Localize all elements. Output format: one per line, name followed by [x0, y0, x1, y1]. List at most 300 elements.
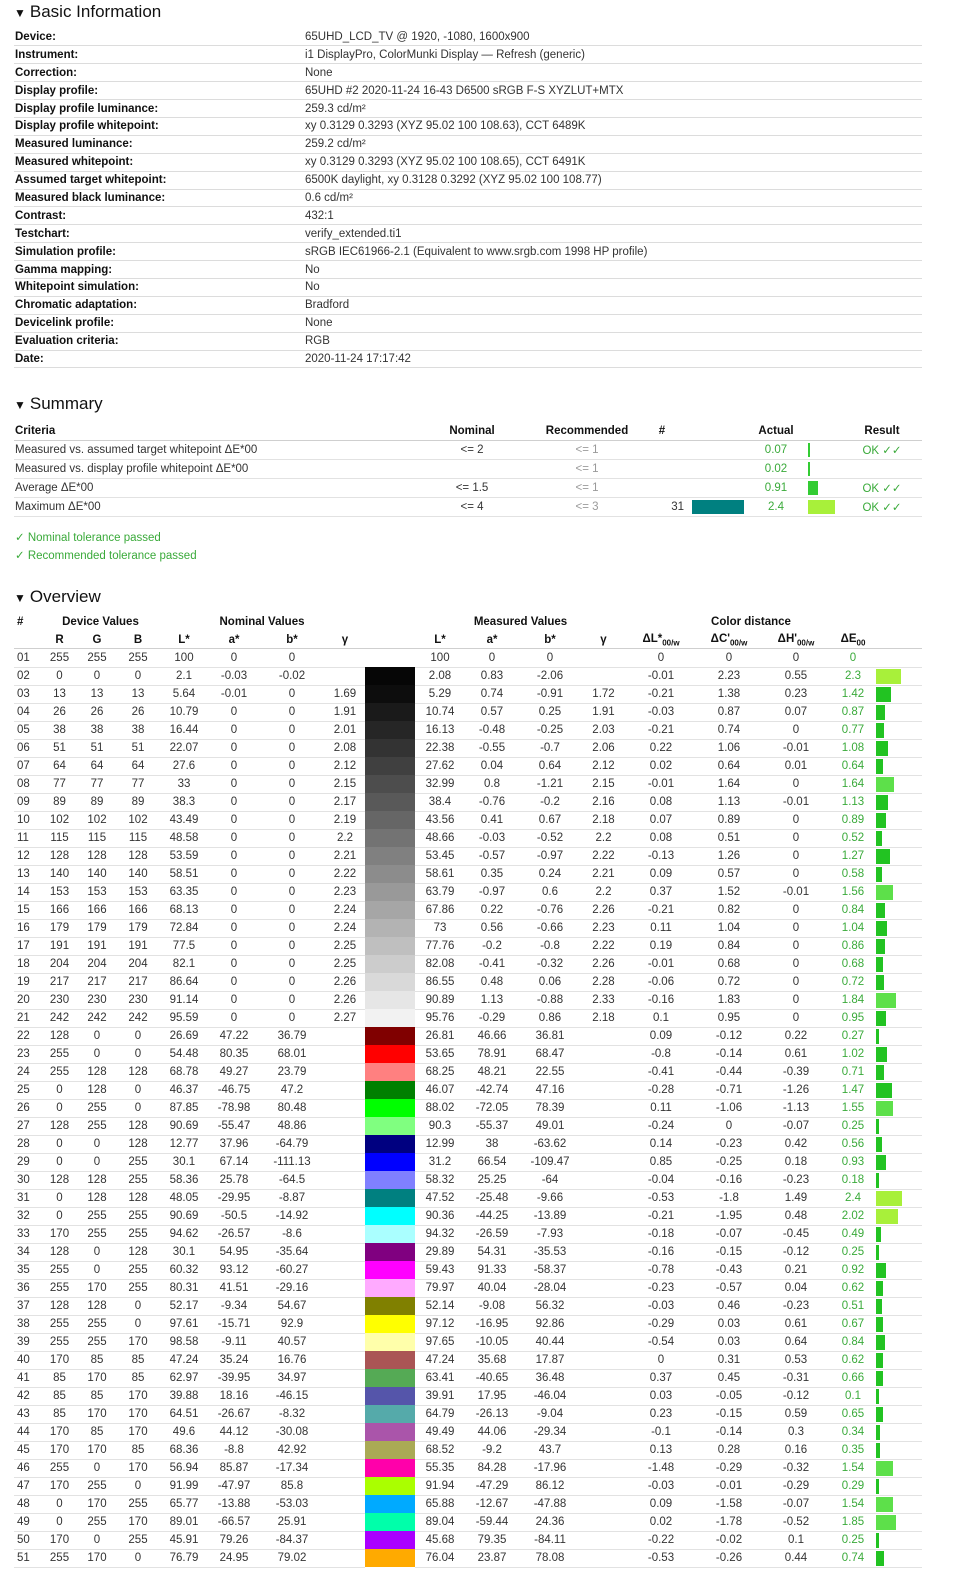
overview-row: [14, 1549, 922, 1567]
delta-e-bar: [876, 1083, 892, 1098]
cell-delta-e: 0.52: [830, 829, 876, 847]
cell-r: 255: [42, 1279, 77, 1297]
cell-nom-l: 48.05: [159, 1189, 209, 1207]
cell-delta-h: 0.01: [762, 757, 830, 775]
color-swatch-cell: [365, 1369, 415, 1387]
delta-e-bar: [876, 921, 887, 936]
cell-r: 0: [42, 1153, 77, 1171]
cell-meas-a: -0.97: [465, 883, 519, 901]
cell-meas-a: 0: [465, 649, 519, 667]
delta-e-bar: [876, 1299, 882, 1314]
cell-meas-l: 27.62: [415, 757, 465, 775]
delta-e-bar-cell: [876, 1513, 922, 1531]
cell-meas-l: 79.97: [415, 1279, 465, 1297]
sub-nom-l: L*: [159, 631, 209, 649]
summary-heading[interactable]: [14, 392, 930, 416]
info-value: 259.2 cd/m²: [304, 135, 922, 153]
cell-nom-a: 0: [209, 811, 259, 829]
summary-actual: 2.4: [744, 497, 808, 516]
cell-r: 191: [42, 937, 77, 955]
cell-nom-b: 0: [259, 703, 325, 721]
info-value: 432:1: [304, 207, 922, 225]
delta-e-bar: [876, 1335, 885, 1350]
cell-meas-l: 31.2: [415, 1153, 465, 1171]
overview-row: [14, 1099, 922, 1117]
cell-delta-e: 1.55: [830, 1099, 876, 1117]
cell-nom-l: 5.64: [159, 685, 209, 703]
delta-e-bar-cell: [876, 991, 922, 1009]
cell-r: 255: [42, 1549, 77, 1567]
delta-e-bar: [876, 777, 894, 792]
info-value: xy 0.3129 0.3293 (XYZ 95.02 100 108.65), CCT 6491K: [304, 153, 922, 171]
cell-delta-l: 0.1: [626, 1009, 696, 1027]
cell-g: 102: [77, 811, 117, 829]
cell-meas-l: 63.79: [415, 883, 465, 901]
cell-r: 38: [42, 721, 77, 739]
cell-delta-e: 1.02: [830, 1045, 876, 1063]
cell-meas-a: 66.54: [465, 1153, 519, 1171]
cell-nom-gamma: 2.26: [325, 973, 365, 991]
overview-row: [14, 1315, 922, 1333]
delta-e-bar-cell: [876, 1531, 922, 1549]
overview-row: [14, 883, 922, 901]
cell-b: 166: [117, 901, 159, 919]
cell-meas-l: 86.55: [415, 973, 465, 991]
color-swatch: [365, 829, 415, 847]
delta-e-bar-cell: [876, 1009, 922, 1027]
cell-b: 255: [117, 1531, 159, 1549]
cell-nom-a: 67.14: [209, 1153, 259, 1171]
cell-nom-l: 68.78: [159, 1063, 209, 1081]
cell-nom-l: 87.85: [159, 1099, 209, 1117]
cell-meas-gamma: 2.2: [581, 883, 626, 901]
cell-delta-c: 0.74: [696, 721, 762, 739]
cell-nom-gamma: 2.22: [325, 865, 365, 883]
color-swatch-cell: [365, 703, 415, 721]
cell-meas-l: 95.76: [415, 1009, 465, 1027]
info-row: [14, 171, 922, 189]
cell-nom-gamma: [325, 1045, 365, 1063]
overview-table: [14, 613, 922, 1568]
delta-e-bar: [876, 1227, 881, 1242]
cell-r: 217: [42, 973, 77, 991]
cell-g: 85: [77, 1351, 117, 1369]
cell-r: 170: [42, 1351, 77, 1369]
cell-idx: 45: [14, 1441, 42, 1459]
collapse-triangle-icon[interactable]: ▼: [14, 590, 26, 605]
cell-delta-l: 0.85: [626, 1153, 696, 1171]
cell-meas-l: 39.91: [415, 1387, 465, 1405]
cell-nom-a: 37.96: [209, 1135, 259, 1153]
delta-e-bar: [876, 1065, 884, 1080]
cell-r: 0: [42, 1495, 77, 1513]
basic-info-table: [14, 28, 922, 368]
cell-nom-a: 0: [209, 649, 259, 667]
cell-meas-a: 0.8: [465, 775, 519, 793]
cell-r: 255: [42, 1045, 77, 1063]
cell-delta-h: 0.44: [762, 1549, 830, 1567]
cell-r: 0: [42, 1189, 77, 1207]
cell-nom-a: 35.24: [209, 1351, 259, 1369]
cell-delta-e: 0.56: [830, 1135, 876, 1153]
cell-delta-c: 1.26: [696, 847, 762, 865]
cell-meas-b: 0.67: [519, 811, 581, 829]
cell-delta-c: 0.51: [696, 829, 762, 847]
cell-meas-l: 47.52: [415, 1189, 465, 1207]
cell-g: 191: [77, 937, 117, 955]
cell-idx: 28: [14, 1135, 42, 1153]
cell-meas-a: -40.65: [465, 1369, 519, 1387]
info-value: No: [304, 261, 922, 279]
delta-e-bar-cell: [876, 1045, 922, 1063]
cell-idx: 49: [14, 1513, 42, 1531]
color-swatch-cell: [365, 1423, 415, 1441]
cell-delta-l: -0.01: [626, 667, 696, 685]
cell-delta-l: 0.09: [626, 1495, 696, 1513]
cell-idx: 16: [14, 919, 42, 937]
delta-e-bar: [876, 687, 891, 702]
cell-meas-b: -0.8: [519, 937, 581, 955]
cell-nom-b: 0: [259, 937, 325, 955]
cell-nom-a: 0: [209, 721, 259, 739]
delta-e-bar-cell: [876, 1261, 922, 1279]
delta-e-bar-cell: [876, 937, 922, 955]
color-swatch: [365, 847, 415, 865]
info-key: Chromatic adaptation:: [14, 296, 304, 314]
cell-nom-l: 63.35: [159, 883, 209, 901]
cell-nom-l: 56.94: [159, 1459, 209, 1477]
cell-delta-l: -0.03: [626, 703, 696, 721]
cell-delta-l: -0.21: [626, 685, 696, 703]
cell-nom-gamma: [325, 1405, 365, 1423]
cell-delta-h: 0: [762, 775, 830, 793]
cell-b: 38: [117, 721, 159, 739]
cell-g: 179: [77, 919, 117, 937]
cell-nom-l: 53.59: [159, 847, 209, 865]
cell-idx: 13: [14, 865, 42, 883]
cell-delta-e: 2.02: [830, 1207, 876, 1225]
cell-r: 128: [42, 1243, 77, 1261]
cell-delta-h: -0.32: [762, 1459, 830, 1477]
cell-b: 13: [117, 685, 159, 703]
cell-b: 128: [117, 1135, 159, 1153]
cell-delta-h: 0: [762, 1009, 830, 1027]
cell-nom-a: -0.03: [209, 667, 259, 685]
cell-delta-c: -0.25: [696, 1153, 762, 1171]
cell-delta-e: 0.65: [830, 1405, 876, 1423]
cell-r: 255: [42, 1459, 77, 1477]
color-swatch-cell: [365, 1063, 415, 1081]
overview-row: [14, 1171, 922, 1189]
color-swatch-cell: [365, 721, 415, 739]
cell-nom-b: 0: [259, 793, 325, 811]
cell-meas-gamma: 2.2: [581, 829, 626, 847]
cell-delta-e: 0.25: [830, 1243, 876, 1261]
color-swatch-cell: [365, 1153, 415, 1171]
cell-r: 0: [42, 1099, 77, 1117]
summary-bar-cell: [808, 440, 842, 459]
cell-nom-l: 27.6: [159, 757, 209, 775]
cell-meas-b: -64: [519, 1171, 581, 1189]
cell-delta-l: 0.37: [626, 883, 696, 901]
nominal-passed-message: ✓ Nominal tolerance passed: [15, 531, 161, 544]
color-swatch: [365, 811, 415, 829]
cell-b: 0: [117, 1477, 159, 1495]
cell-meas-b: 92.86: [519, 1315, 581, 1333]
cell-meas-a: -72.05: [465, 1099, 519, 1117]
cell-nom-a: 0: [209, 865, 259, 883]
cell-nom-l: 68.13: [159, 901, 209, 919]
cell-nom-gamma: [325, 1459, 365, 1477]
cell-r: 128: [42, 1171, 77, 1189]
cell-nom-gamma: [325, 1423, 365, 1441]
cell-nom-b: 0: [259, 991, 325, 1009]
cell-meas-l: 67.86: [415, 901, 465, 919]
cell-nom-a: 0: [209, 847, 259, 865]
cell-b: 51: [117, 739, 159, 757]
cell-delta-l: 0: [626, 1351, 696, 1369]
cell-b: 0: [117, 1549, 159, 1567]
cell-b: 170: [117, 1387, 159, 1405]
cell-idx: 51: [14, 1549, 42, 1567]
cell-r: 51: [42, 739, 77, 757]
cell-delta-e: 0.35: [830, 1441, 876, 1459]
cell-nom-l: 89.01: [159, 1513, 209, 1531]
cell-meas-b: -0.91: [519, 685, 581, 703]
cell-delta-l: 0.13: [626, 1441, 696, 1459]
color-swatch-cell: [365, 667, 415, 685]
delta-e-bar-cell: [876, 883, 922, 901]
cell-meas-l: 94.32: [415, 1225, 465, 1243]
cell-delta-c: -1.95: [696, 1207, 762, 1225]
collapse-triangle-icon[interactable]: ▼: [14, 6, 26, 20]
cell-delta-h: 0: [762, 721, 830, 739]
info-key: Measured whitepoint:: [14, 153, 304, 171]
info-key: Contrast:: [14, 207, 304, 225]
cell-r: 0: [42, 1207, 77, 1225]
summary-result: OK ✓✓: [842, 497, 922, 516]
overview-row: [14, 793, 922, 811]
overview-row: [14, 1063, 922, 1081]
delta-e-bar-cell: [876, 775, 922, 793]
cell-meas-l: 55.35: [415, 1459, 465, 1477]
cell-delta-c: -0.07: [696, 1225, 762, 1243]
cell-delta-e: 0.49: [830, 1225, 876, 1243]
info-key: Simulation profile:: [14, 243, 304, 261]
cell-b: 0: [117, 1045, 159, 1063]
cell-nom-b: 79.02: [259, 1549, 325, 1567]
delta-e-bar: [876, 849, 890, 864]
summary-result: OK ✓✓: [842, 440, 922, 459]
collapse-triangle-icon[interactable]: ▼: [14, 398, 26, 413]
color-swatch-cell: [365, 1261, 415, 1279]
cell-delta-h: -0.29: [762, 1477, 830, 1495]
info-key: Gamma mapping:: [14, 261, 304, 279]
cell-nom-b: 0: [259, 811, 325, 829]
summary-swatch-cell: [692, 478, 744, 497]
cell-meas-l: 10.74: [415, 703, 465, 721]
cell-nom-b: -84.37: [259, 1531, 325, 1549]
cell-nom-a: 0: [209, 973, 259, 991]
cell-idx: 17: [14, 937, 42, 955]
sub-b: B: [117, 631, 159, 649]
cell-r: 166: [42, 901, 77, 919]
cell-delta-h: 0.55: [762, 667, 830, 685]
cell-delta-l: -0.41: [626, 1063, 696, 1081]
cell-delta-h: -0.39: [762, 1063, 830, 1081]
cell-nom-gamma: 2.24: [325, 901, 365, 919]
cell-delta-c: -0.71: [696, 1081, 762, 1099]
summary-recommended: <= 3: [542, 497, 632, 516]
summary-criteria: Maximum ΔE*00: [14, 497, 402, 516]
cell-meas-b: -58.37: [519, 1261, 581, 1279]
color-swatch: [365, 1045, 415, 1063]
overview-row: [14, 1459, 922, 1477]
cell-g: 128: [77, 1063, 117, 1081]
cell-nom-gamma: 1.69: [325, 685, 365, 703]
cell-meas-l: 90.89: [415, 991, 465, 1009]
color-swatch: [365, 1243, 415, 1261]
cell-r: 85: [42, 1405, 77, 1423]
color-swatch-cell: [365, 901, 415, 919]
cell-idx: 09: [14, 793, 42, 811]
cell-nom-b: 85.8: [259, 1477, 325, 1495]
cell-nom-a: -46.75: [209, 1081, 259, 1099]
color-swatch: [365, 1117, 415, 1135]
cell-delta-e: 1.56: [830, 883, 876, 901]
info-key: Correction:: [14, 64, 304, 82]
cell-nom-l: 97.61: [159, 1315, 209, 1333]
delta-e-bar: [876, 1191, 902, 1206]
cell-delta-e: 0.68: [830, 955, 876, 973]
cell-nom-a: 0: [209, 757, 259, 775]
cell-b: 85: [117, 1441, 159, 1459]
cell-nom-gamma: [325, 1477, 365, 1495]
cell-delta-e: 1.54: [830, 1495, 876, 1513]
color-swatch: [365, 1333, 415, 1351]
cell-meas-l: 12.99: [415, 1135, 465, 1153]
cell-b: 128: [117, 1117, 159, 1135]
cell-delta-h: 0: [762, 901, 830, 919]
cell-meas-gamma: [581, 1135, 626, 1153]
cell-meas-l: 49.49: [415, 1423, 465, 1441]
cell-delta-h: 0: [762, 937, 830, 955]
cell-delta-h: 0.07: [762, 703, 830, 721]
cell-meas-l: 43.56: [415, 811, 465, 829]
color-swatch-cell: [365, 1045, 415, 1063]
cell-delta-e: 1.04: [830, 919, 876, 937]
cell-b: 255: [117, 649, 159, 667]
cell-delta-c: 0.31: [696, 1351, 762, 1369]
cell-delta-c: -1.8: [696, 1189, 762, 1207]
cell-meas-a: 0.48: [465, 973, 519, 991]
cell-b: 77: [117, 775, 159, 793]
cell-nom-b: 92.9: [259, 1315, 325, 1333]
color-swatch: [365, 1441, 415, 1459]
cell-nom-gamma: 2.26: [325, 991, 365, 1009]
cell-nom-gamma: 2.27: [325, 1009, 365, 1027]
cell-g: 0: [77, 1135, 117, 1153]
cell-nom-gamma: [325, 1171, 365, 1189]
cell-delta-h: -0.31: [762, 1369, 830, 1387]
cell-delta-c: -0.23: [696, 1135, 762, 1153]
basic-info-title: Basic Information: [29, 2, 162, 21]
cell-delta-c: -0.14: [696, 1045, 762, 1063]
delta-e-bar: [876, 831, 882, 846]
cell-delta-c: 1.06: [696, 739, 762, 757]
basic-info-heading[interactable]: [14, 0, 930, 24]
cell-meas-l: 89.04: [415, 1513, 465, 1531]
cell-delta-e: 0.62: [830, 1279, 876, 1297]
overview-heading[interactable]: [14, 585, 930, 609]
cell-meas-a: -26.13: [465, 1405, 519, 1423]
cell-meas-l: 97.65: [415, 1333, 465, 1351]
cell-g: 230: [77, 991, 117, 1009]
color-swatch-cell: [365, 1387, 415, 1405]
cell-idx: 43: [14, 1405, 42, 1423]
cell-nom-a: 25.78: [209, 1171, 259, 1189]
cell-r: 128: [42, 847, 77, 865]
cell-g: 255: [77, 1477, 117, 1495]
cell-idx: 50: [14, 1531, 42, 1549]
delta-e-bar-cell: [876, 757, 922, 775]
color-swatch-cell: [365, 1225, 415, 1243]
cell-g: 255: [77, 1513, 117, 1531]
cell-nom-l: 91.14: [159, 991, 209, 1009]
cell-r: 255: [42, 1261, 77, 1279]
delta-e-bar-cell: [876, 667, 922, 685]
cell-g: 170: [77, 1549, 117, 1567]
cell-nom-l: 90.69: [159, 1117, 209, 1135]
cell-b: 85: [117, 1369, 159, 1387]
cell-delta-h: 0.18: [762, 1153, 830, 1171]
info-row: [14, 207, 922, 225]
color-swatch: [365, 919, 415, 937]
color-swatch-cell: [365, 1513, 415, 1531]
overview-row: [14, 1351, 922, 1369]
cell-nom-gamma: [325, 1549, 365, 1567]
cell-b: 255: [117, 1261, 159, 1279]
cell-idx: 26: [14, 1099, 42, 1117]
cell-delta-e: 1.13: [830, 793, 876, 811]
cell-b: 255: [117, 1225, 159, 1243]
cell-meas-gamma: [581, 1189, 626, 1207]
sub-meas-l: L*: [415, 631, 465, 649]
sub-delta-l: $\Delta L*_{00/w}$: [626, 631, 696, 649]
cell-b: 255: [117, 1171, 159, 1189]
delta-e-bar: [876, 1029, 879, 1044]
cell-nom-l: 38.3: [159, 793, 209, 811]
cell-g: 255: [77, 1207, 117, 1225]
cell-meas-b: -0.2: [519, 793, 581, 811]
cell-nom-gamma: 2.2: [325, 829, 365, 847]
summary-count: [632, 440, 692, 459]
cell-delta-h: 0.16: [762, 1441, 830, 1459]
delta-e-bar: [876, 1551, 884, 1566]
cell-nom-b: 34.97: [259, 1369, 325, 1387]
overview-row: [14, 1369, 922, 1387]
color-swatch-cell: [365, 991, 415, 1009]
cell-nom-gamma: 2.21: [325, 847, 365, 865]
cell-delta-h: 0.48: [762, 1207, 830, 1225]
delta-e-bar-cell: [876, 973, 922, 991]
cell-meas-b: 0: [519, 649, 581, 667]
cell-meas-gamma: 2.28: [581, 973, 626, 991]
cell-nom-a: 85.87: [209, 1459, 259, 1477]
delta-e-bar: [876, 669, 901, 684]
info-value: 0.6 cd/m²: [304, 189, 922, 207]
cell-nom-gamma: [325, 1297, 365, 1315]
